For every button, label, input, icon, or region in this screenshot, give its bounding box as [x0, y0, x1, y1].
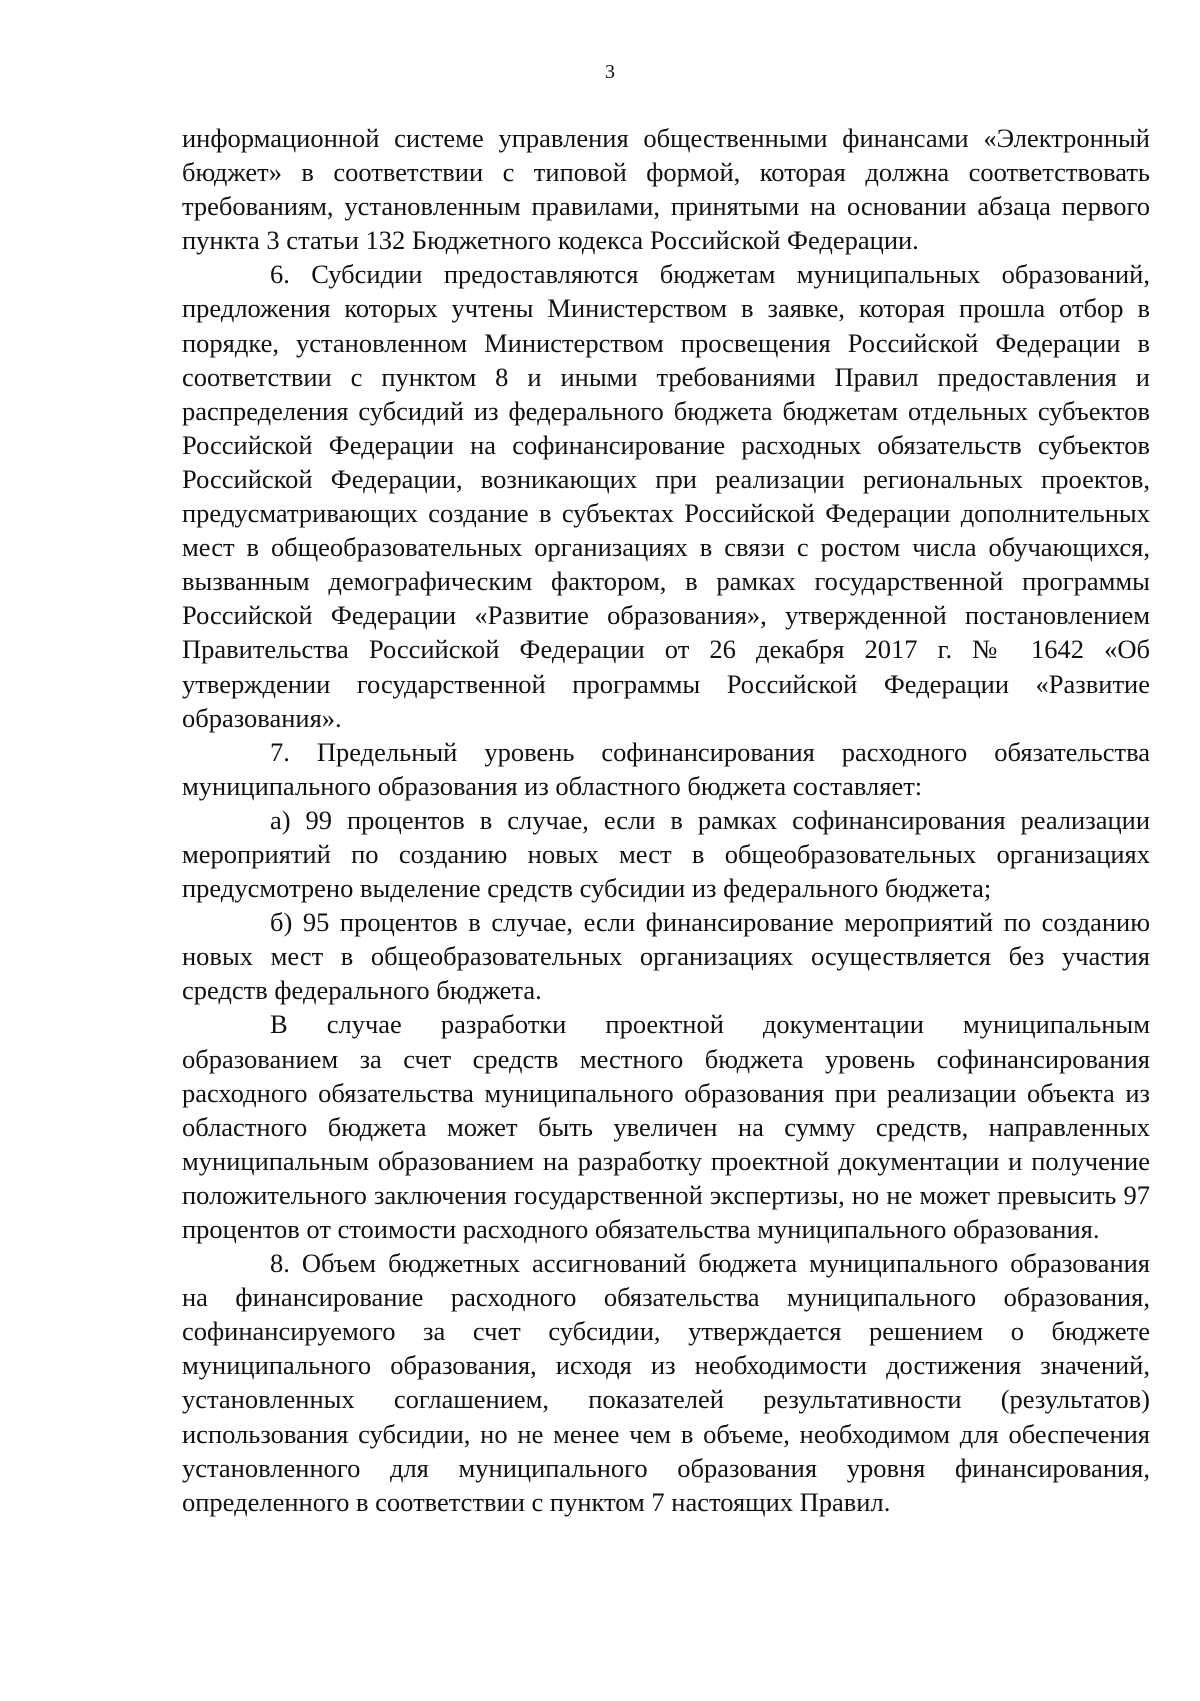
paragraph-7-design-docs: В случае разработки проектной документации муниципальным образованием за счет средств местного бюджета уровень софинансирования расходного обязательства муниципального образования при реализации объекта из областного бюджета может быть увеличен на сумму средств, направленных муниципальным образованием на разработку проектной документации и получение положительного заключения государственной экспертизы, но не может превысить 97 процентов от стоимости расходного обязательства муниципального образования.	[182, 1009, 1150, 1244]
paragraph-7b: б) 95 процентов в случае, если финансирование мероприятий по созданию новых мест в общеобразовательных организациях осуществляется без участия средств федерального бюджета.	[182, 907, 1150, 1006]
document-body	[182, 121, 1150, 1519]
page-number: 3	[605, 61, 615, 83]
paragraph-7a: а) 99 процентов в случае, если в рамках софинансирования реализации мероприятий по созданию новых мест в общеобразовательных организациях предусмотрено выделение средств субсидии из федерального бюджета;	[182, 804, 1150, 904]
paragraph-continuation: информационной системе управления общественными финансами «Электронный бюджет» в соответствии с типовой формой, которая должна соответствовать требованиям, установленным правилами, принятыми на основании абзаца первого пункта 3 статьи 132 Бюджетного кодекса Российской Федерации.	[182, 123, 1150, 256]
paragraph-6: 6. Субсидии предоставляются бюджетам муниципальных образований, предложения которых учтены Министерством в заявке, которая прошла отбор в порядке, установленном Министерством просвещения Российской Федерации в соответствии с пунктом 8 и иными требованиями Правил предоставления и распределения субсидий из федерального бюджета бюджетам отдельных субъектов Российской Федерации на софинансирование расходных обязательств субъектов Российской Федерации, возникающих при реализации региональных проектов, предусматривающих создание в субъектах Российской Федерации дополнительных мест в общеобразовательных организациях в связи с ростом числа обучающихся, вызванным демографическим фактором, в рамках государственной программы Российской Федерации «Развитие образования», утвержденной постановлением Правительства Российской Федерации от 26 декабря 2017 г. № 1642 «Об утверждении государственной программы Российской Федерации «Развитие образования».	[182, 259, 1150, 733]
paragraph-7: 7. Предельный уровень софинансирования расходного обязательства муниципального образования из областного бюджета составляет:	[182, 736, 1150, 801]
paragraph-8: 8. Объем бюджетных ассигнований бюджета муниципального образования на финансирование расходного обязательства муниципального образования, софинансируемого за счет субсидии, утверждается решением о бюджете муниципального образования, исходя из необходимости достижения значений, установленных соглашением, показателей результативности (результатов) использования субсидии, но не менее чем в объеме, необходимом для обеспечения установленного для муниципального образования уровня финансирования, определенного в соответствии с пунктом 7 настоящих Правил.	[182, 1248, 1150, 1517]
